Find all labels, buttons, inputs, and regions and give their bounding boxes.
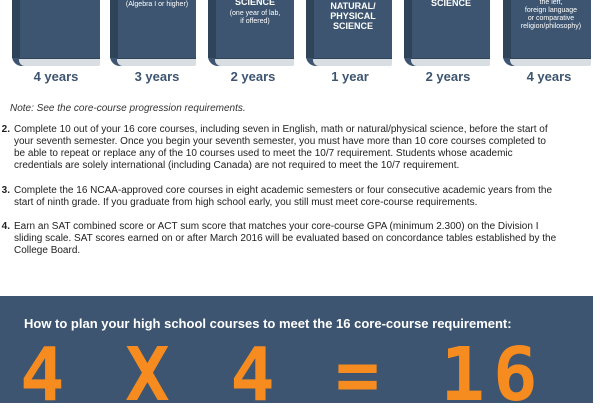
book-science: [208, 0, 294, 66]
book-row: [0, 0, 600, 70]
years-math: 3 years: [134, 69, 180, 84]
book-additional-courses: [503, 0, 591, 66]
book-additional-sub-3: or comparative: [527, 15, 575, 22]
item-number: 2.: [1, 124, 10, 135]
formula-text: 4 X 4 = 16: [20, 332, 546, 418]
book-natural-title-3: SCIENCE: [332, 21, 373, 31]
years-additional-courses: 4 years: [526, 69, 572, 84]
years-natural-science: 1 year: [331, 69, 369, 84]
book-additional-title: SCIENCE: [430, 0, 471, 8]
book-science-sub-1: (one year of lab,: [229, 10, 281, 17]
item-text: Earn an SAT combined score or ACT sum score that matches your core-course GPA (minimum 2.300) on the Division I sliding scale. SAT scores earned on or after March 2016 will be evaluated based on concordance tables established by the College Board.: [14, 221, 557, 256]
book-additional-sub-1: the left,: [539, 0, 563, 6]
item-number: 3.: [1, 185, 10, 196]
book-math-sub: (Algebra I or higher): [125, 1, 189, 8]
book-english: [12, 0, 100, 66]
years-science: 2 years: [230, 69, 276, 84]
book-additional-sub-2: foreign language: [524, 7, 578, 14]
years-additional-science: 2 years: [425, 69, 471, 84]
item-number: 4.: [1, 221, 10, 232]
book-science-sub-2: if offered): [240, 18, 270, 25]
book-science-title: SCIENCE: [234, 0, 275, 7]
years-english: 4 years: [33, 69, 79, 84]
core-course-panel: [0, 296, 593, 418]
book-additional-sub-4: religion/philosophy): [520, 23, 582, 30]
book-math: [110, 0, 196, 66]
progression-note: Note: See the core-course progression requirements.: [10, 103, 246, 114]
item-text: Complete 10 out of your 16 core courses, including seven in English, math or natural/physical science, before the start of your seventh semester. Once you begin your seventh semester, you must have more than 10 core courses completed to be able to repeat or replace any of the 10 courses used to meet the 10/7 requirement. Students whose academic credentials are solely international (including Canada) are not required to meet the 10/7 requirement.: [14, 124, 548, 171]
book-natural-science: [306, 0, 392, 66]
book-natural-title-2: PHYSICAL: [330, 11, 376, 21]
book-natural-title-1: NATURAL/: [330, 1, 376, 11]
panel-heading: How to plan your high school courses to meet the 16 core-course requirement:: [24, 316, 512, 331]
book-additional-science: [404, 0, 490, 66]
item-text: Complete the 16 NCAA-approved core courses in eight academic semesters or four consecutive academic years from the start of ninth grade. If you graduate from high school early, you still must meet core-course requirements.: [14, 185, 553, 208]
